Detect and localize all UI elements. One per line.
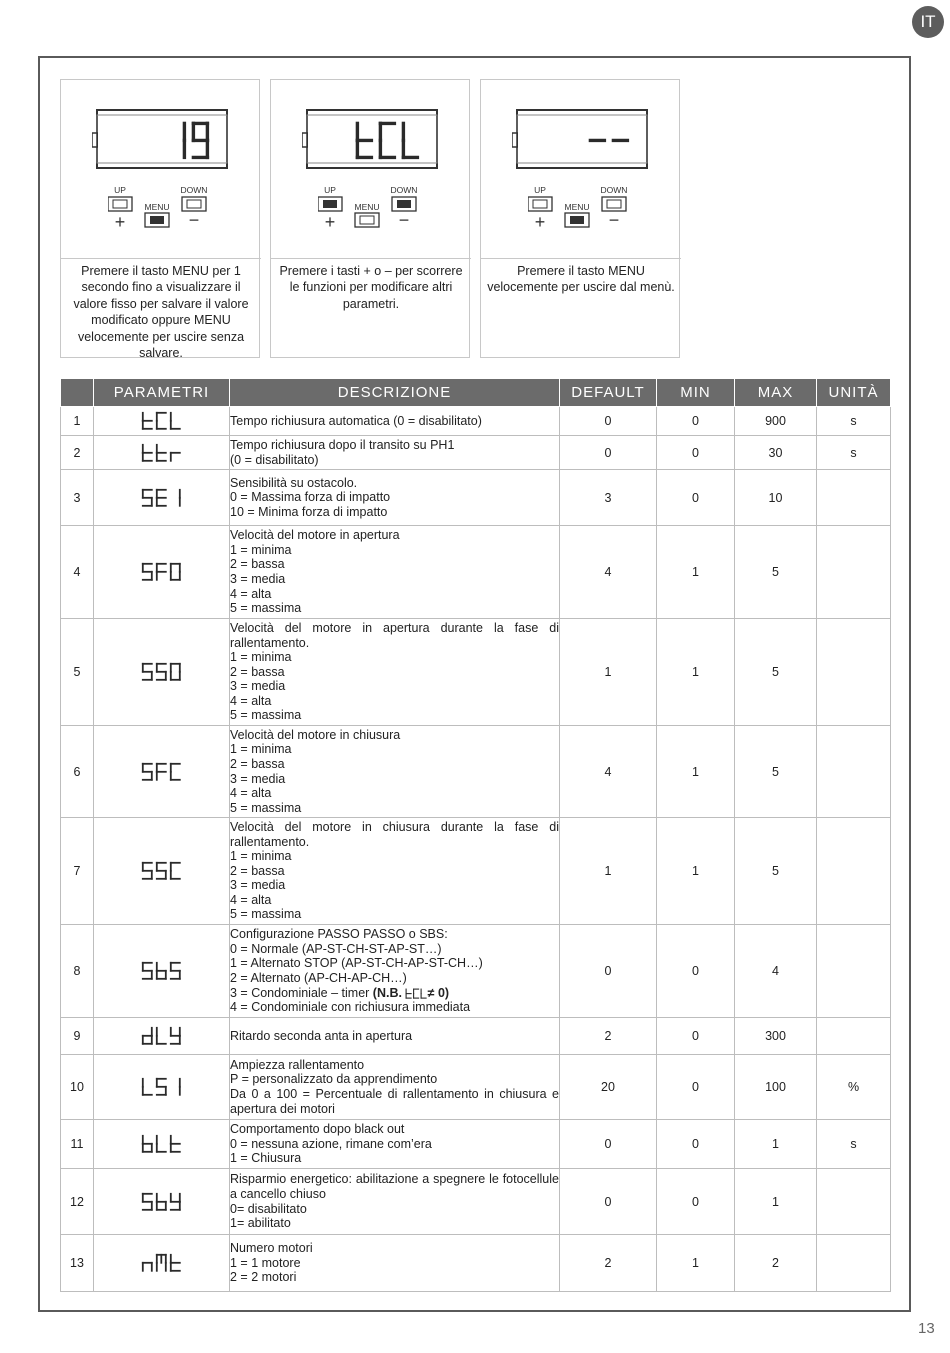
- table-row: [61, 818, 891, 925]
- lcd-digits: [354, 120, 421, 161]
- parameter-code-glyphs: [141, 662, 182, 682]
- max-value: 1: [735, 1169, 817, 1235]
- default-value: 20: [560, 1055, 657, 1120]
- parameter-code-glyphs: [141, 762, 182, 782]
- description-line: 4 = alta: [230, 892, 272, 907]
- default-value: 1: [560, 818, 657, 925]
- description-line: 1 = Alternato STOP (AP-ST-CH-AP-ST-CH…): [230, 956, 483, 971]
- max-value: 300: [735, 1018, 817, 1055]
- description-line: Ritardo seconda anta in apertura: [230, 1028, 413, 1043]
- row-number: 7: [61, 818, 94, 925]
- control-panel-art: [318, 185, 428, 235]
- default-value: 4: [560, 726, 657, 818]
- minus-symbol: −: [608, 210, 620, 230]
- up-label: UP: [324, 185, 336, 195]
- unit-value: [817, 818, 891, 925]
- up-label: UP: [534, 185, 546, 195]
- description-line: 1 = Chiusura: [230, 1151, 302, 1166]
- description-line: 1= abilitato: [230, 1216, 291, 1231]
- description-line: Velocità del motore in apertura durante la fase di rallentamento.: [230, 620, 559, 650]
- plus-symbol: +: [324, 212, 336, 232]
- page-number: 13: [918, 1320, 935, 1337]
- row-number: 12: [61, 1169, 94, 1235]
- header-default: DEFAULT: [560, 379, 657, 407]
- max-value: 1: [735, 1120, 817, 1169]
- parameter-code-glyphs: [141, 1077, 182, 1097]
- min-value: 0: [657, 1018, 735, 1055]
- row-number: 3: [61, 470, 94, 526]
- language-badge: IT: [912, 6, 944, 38]
- table-row: [61, 1235, 891, 1292]
- table-row: [61, 407, 891, 436]
- description-line: 3 = media: [230, 572, 286, 586]
- control-buttons: [108, 185, 218, 235]
- parameter-code-glyphs: [141, 1134, 182, 1154]
- max-value: 100: [735, 1055, 817, 1120]
- min-value: 1: [657, 818, 735, 925]
- control-buttons: [318, 185, 428, 235]
- table-header-row: [61, 379, 891, 407]
- description-line: 3 = media: [230, 771, 286, 786]
- description-line: Comportamento dopo black out: [230, 1122, 405, 1137]
- parameter-code: [94, 619, 230, 726]
- description-line: P = personalizzato da apprendimento: [230, 1072, 438, 1087]
- menu-label: MENU: [564, 202, 590, 212]
- description-line: Sensibilità su ostacolo.: [230, 475, 358, 490]
- description-line: 0 = Massima forza di impatto: [230, 490, 391, 505]
- description-line: 0 = Normale (AP-ST-CH-ST-AP-ST…): [230, 941, 442, 956]
- description-line: Risparmio energetico: abilitazione a spegnere le fotocellule a cancello chiuso: [230, 1172, 559, 1201]
- default-value: 2: [560, 1235, 657, 1292]
- parameter-code: [94, 470, 230, 526]
- panel-caption: Premere i tasti + o – per scorrere le funzioni per modificare altri parametri.: [271, 258, 471, 312]
- unit-value: [817, 619, 891, 726]
- panel-caption: Premere il tasto MENU per 1 secondo fino a visualizzare il valore fisso per salvare il valore modificato oppure MENU velocemente per uscire senza salvare.: [61, 258, 261, 361]
- default-value: 0: [560, 1120, 657, 1169]
- plus-symbol: +: [534, 212, 546, 232]
- header-num: [61, 379, 94, 407]
- parameter-description: [230, 436, 560, 470]
- default-value: 4: [560, 526, 657, 619]
- row-number: 1: [61, 407, 94, 436]
- unit-value: [817, 1018, 891, 1055]
- min-value: 0: [657, 1120, 735, 1169]
- minus-symbol: −: [188, 210, 200, 230]
- min-value: 0: [657, 436, 735, 470]
- description-line: 2 = bassa: [230, 756, 285, 771]
- parameter-code-glyphs: [141, 1026, 182, 1046]
- down-label: DOWN: [390, 185, 418, 195]
- table-row: [61, 1169, 891, 1235]
- row-number: 5: [61, 619, 94, 726]
- parameters-table: [60, 378, 891, 1292]
- parameter-code: [94, 726, 230, 818]
- default-value: 3: [560, 470, 657, 526]
- description-line: 0 = nessuna azione, rimane com’era: [230, 1136, 432, 1151]
- description-line: 2 = bassa: [230, 557, 285, 572]
- table-row: [61, 726, 891, 818]
- down-button[interactable]: [602, 197, 626, 211]
- parameter-code-glyphs: [141, 411, 182, 431]
- default-value: 2: [560, 1018, 657, 1055]
- unit-value: [817, 470, 891, 526]
- menu-button[interactable]: [565, 213, 589, 227]
- description-line: 1 = minima: [230, 849, 292, 864]
- parameter-code: [94, 1235, 230, 1292]
- description-line: 4 = alta: [230, 586, 272, 601]
- unit-value: s: [817, 1120, 891, 1169]
- instruction-panel: [480, 79, 680, 358]
- parameter-code-glyphs: [141, 488, 182, 508]
- table-row: [61, 925, 891, 1018]
- description-line: 5 = massima: [230, 907, 302, 922]
- max-value: 10: [735, 470, 817, 526]
- parameter-code: [94, 818, 230, 925]
- table-row: [61, 1018, 891, 1055]
- parameter-description: [230, 619, 560, 726]
- header-descrizione: DESCRIZIONE: [230, 379, 560, 407]
- table-row: [61, 1120, 891, 1169]
- table-row: [61, 470, 891, 526]
- description-line: 1 = minima: [230, 650, 292, 665]
- description-line: 3 = media: [230, 878, 286, 893]
- default-value: 0: [560, 925, 657, 1018]
- description-line: 2 = Alternato (AP-CH-AP-CH…): [230, 971, 407, 985]
- unit-value: [817, 925, 891, 1018]
- description-line: 2 = bassa: [230, 863, 285, 878]
- parameter-code-glyphs: [141, 1192, 182, 1212]
- max-value: 2: [735, 1235, 817, 1292]
- unit-value: [817, 1169, 891, 1235]
- parameter-code: [94, 436, 230, 470]
- inline-parameter-code: [405, 988, 427, 999]
- description-line: Velocità del motore in chiusura: [230, 727, 401, 742]
- unit-value: s: [817, 407, 891, 436]
- description-line: 1 = minima: [230, 742, 292, 757]
- minus-symbol: −: [398, 210, 410, 230]
- parameter-description: [230, 818, 560, 925]
- min-value: 1: [657, 1235, 735, 1292]
- parameter-description: [230, 726, 560, 818]
- table-row: [61, 619, 891, 726]
- parameter-code: [94, 1120, 230, 1169]
- parameter-description: [230, 1235, 560, 1292]
- max-value: 900: [735, 407, 817, 436]
- min-value: 1: [657, 526, 735, 619]
- parameter-code: [94, 1055, 230, 1120]
- note-open: (N.B.: [372, 985, 406, 1000]
- control-buttons: [528, 185, 638, 235]
- row-number: 11: [61, 1120, 94, 1169]
- default-value: 1: [560, 619, 657, 726]
- lcd-display: [92, 109, 228, 169]
- min-value: 1: [657, 619, 735, 726]
- lcd-digits: [587, 120, 631, 161]
- down-label: DOWN: [600, 185, 628, 195]
- unit-value: s: [817, 436, 891, 470]
- parameter-description: [230, 925, 560, 1018]
- description-line: Tempo richiusura dopo il transito su PH1: [230, 437, 455, 452]
- header-parametri: PARAMETRI: [94, 379, 230, 407]
- parameter-code-glyphs: [141, 562, 182, 582]
- row-number: 8: [61, 925, 94, 1018]
- plus-symbol: +: [114, 212, 126, 232]
- parameter-description: [230, 407, 560, 436]
- description-line: 1 = minima: [230, 542, 292, 557]
- header-unita: UNITÀ: [817, 379, 891, 407]
- instruction-panel: [270, 79, 470, 358]
- parameter-description: [230, 1169, 560, 1235]
- lcd-digits: [167, 120, 211, 161]
- description-line: Velocità del motore in chiusura durante la fase di rallentamento.: [230, 819, 559, 849]
- min-value: 1: [657, 726, 735, 818]
- max-value: 5: [735, 619, 817, 726]
- unit-value: [817, 1235, 891, 1292]
- default-value: 0: [560, 436, 657, 470]
- parameter-code-glyphs: [141, 1253, 182, 1273]
- description-line: 3 = media: [230, 679, 286, 694]
- description-line: Configurazione PASSO PASSO o SBS:: [230, 927, 448, 942]
- parameter-code-glyphs: [141, 861, 182, 881]
- instruction-panel: [60, 79, 260, 361]
- menu-button[interactable]: [145, 213, 169, 227]
- description-line: 10 = Minima forza di impatto: [230, 504, 388, 519]
- lcd-display: [302, 109, 438, 169]
- up-button[interactable]: [318, 197, 342, 211]
- parameter-description: [230, 470, 560, 526]
- description-line: (0 = disabilitato): [230, 452, 319, 467]
- parameter-code: [94, 1018, 230, 1055]
- parameter-description: [230, 526, 560, 619]
- unit-value: [817, 726, 891, 818]
- row-number: 13: [61, 1235, 94, 1292]
- description-text: 3 = Condominiale – timer: [230, 985, 373, 1000]
- min-value: 0: [657, 470, 735, 526]
- description-line: 0= disabilitato: [230, 1201, 307, 1216]
- row-number: 9: [61, 1018, 94, 1055]
- menu-label: MENU: [144, 202, 170, 212]
- parameter-description: [230, 1018, 560, 1055]
- down-button[interactable]: [392, 197, 416, 211]
- menu-label: MENU: [354, 202, 380, 212]
- parameter-code-glyphs: [141, 443, 182, 463]
- min-value: 0: [657, 407, 735, 436]
- control-panel-art: [528, 185, 638, 235]
- row-number: 2: [61, 436, 94, 470]
- description-line: 2 = bassa: [230, 664, 285, 679]
- default-value: 0: [560, 407, 657, 436]
- unit-value: %: [817, 1055, 891, 1120]
- description-line: Tempo richiusura automatica (0 = disabilitato): [230, 413, 482, 428]
- max-value: 5: [735, 726, 817, 818]
- up-button[interactable]: [108, 197, 132, 211]
- table-row: [61, 526, 891, 619]
- parameter-description: [230, 1120, 560, 1169]
- min-value: 0: [657, 1055, 735, 1120]
- header-max: MAX: [735, 379, 817, 407]
- row-number: 10: [61, 1055, 94, 1120]
- description-line: Da 0 a 100 = Percentuale di rallentamento in chiusura e apertura dei motori: [230, 1087, 559, 1116]
- row-number: 6: [61, 726, 94, 818]
- description-line: 2 = 2 motori: [230, 1270, 297, 1285]
- row-number: 4: [61, 526, 94, 619]
- default-value: 0: [560, 1169, 657, 1235]
- up-label: UP: [114, 185, 126, 195]
- parameter-description: [230, 1055, 560, 1120]
- description-line: 5 = massima: [230, 601, 302, 616]
- control-panel-art: [108, 185, 218, 235]
- down-label: DOWN: [180, 185, 208, 195]
- description-line: 1 = 1 motore: [230, 1255, 301, 1270]
- menu-button[interactable]: [355, 213, 379, 227]
- unit-value: [817, 526, 891, 619]
- max-value: 4: [735, 925, 817, 1018]
- description-line: [230, 986, 559, 1001]
- panel-caption: Premere il tasto MENU velocemente per uscire dal menù.: [481, 258, 681, 296]
- lcd-display: [512, 109, 648, 169]
- description-line: 4 = alta: [230, 693, 272, 708]
- min-value: 0: [657, 925, 735, 1018]
- parameter-code: [94, 1169, 230, 1235]
- note-close: ≠ 0): [427, 985, 450, 1000]
- min-value: 0: [657, 1169, 735, 1235]
- header-min: MIN: [657, 379, 735, 407]
- parameter-code: [94, 925, 230, 1018]
- max-value: 5: [735, 818, 817, 925]
- description-line: 5 = massima: [230, 800, 302, 815]
- description-line: Numero motori: [230, 1241, 313, 1256]
- parameter-code-glyphs: [141, 961, 182, 981]
- parameter-code: [94, 526, 230, 619]
- description-line: 4 = alta: [230, 786, 272, 801]
- table-row: [61, 1055, 891, 1120]
- down-button[interactable]: [182, 197, 206, 211]
- max-value: 30: [735, 436, 817, 470]
- parameter-code: [94, 407, 230, 436]
- max-value: 5: [735, 526, 817, 619]
- description-line: Ampiezza rallentamento: [230, 1057, 365, 1072]
- table-row: [61, 436, 891, 470]
- description-line: Velocità del motore in apertura: [230, 528, 400, 543]
- up-button[interactable]: [528, 197, 552, 211]
- description-line: 4 = Condominiale con richiusura immediata: [230, 1000, 471, 1015]
- description-line: 5 = massima: [230, 708, 302, 723]
